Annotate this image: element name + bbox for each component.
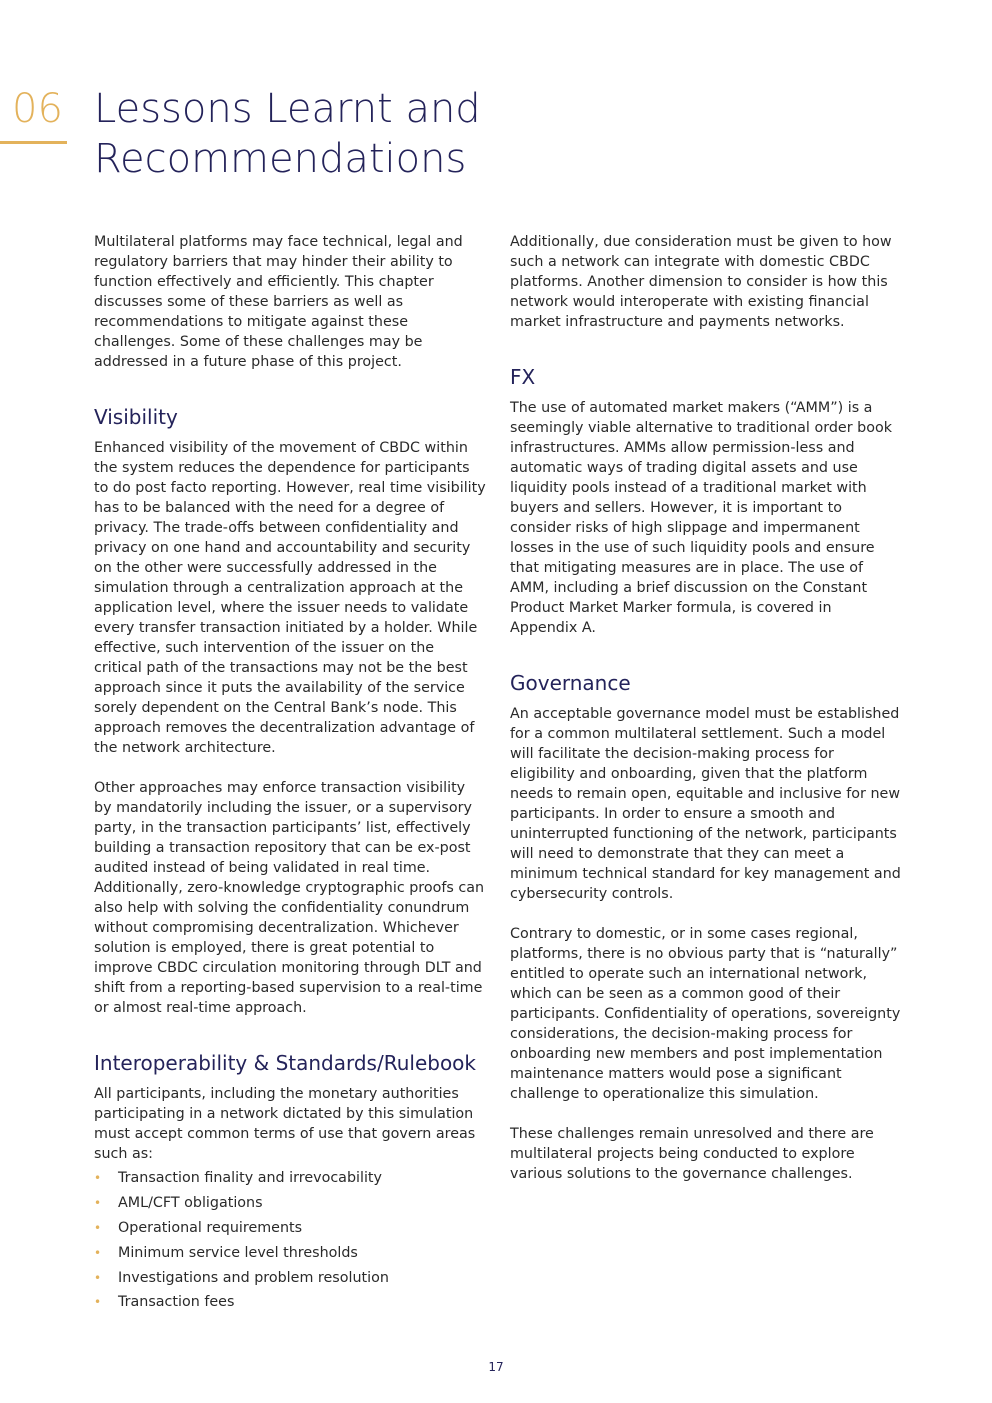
bullet-text: AML/CFT obligations [118,1194,263,1211]
bullet-item [94,1292,486,1312]
bullet-item [94,1193,486,1213]
bullet-text: Transaction fees [118,1294,235,1311]
chapter-title [94,84,694,184]
visibility-section [94,404,486,1018]
bullet-item [94,1243,486,1263]
interoperability-section [94,1050,486,1312]
page-number: 17 [488,1360,504,1374]
bullet-text: Investigations and problem resolution [118,1269,389,1286]
terms-bullet-list [94,1168,486,1312]
fx-heading: FX [510,365,536,389]
intro-paragraph: Multilateral platforms may face technical, legal and regulatory barriers that may hinder their ability to function effectively and efficiently. This chapter discusses some of these barriers as well as recommendations to mitigate against these challenges. Some of these challenges may be addressed in a future phase of this project. [94,234,463,370]
bullet-dot-icon: • [94,1295,102,1310]
bullet-dot-icon: • [94,1171,102,1185]
chapter-accent-rule [0,141,67,144]
bullet-text: Transaction finality and irrevocability [118,1170,383,1186]
fx-section [510,364,902,638]
interoperability-heading: Interoperability & Standards/Rulebook [94,1051,477,1075]
bullet-item [94,1268,486,1288]
bullet-dot-icon: • [94,1270,102,1285]
governance-paragraph-1: An acceptable governance model must be established for a common multilateral settlement. Such a model will facilitate the decision-making process for eligibility and onboarding, given that the platform needs to remain open, equitable and inclusive for new participants. In order to ensure a smooth and uninterrupted functioning of the network, participants will need to demonstrate that they can meet a minimum technical standard for key management and cybersecurity controls. [510,706,901,902]
governance-paragraph-2: Contrary to domestic, or in some cases regional, platforms, there is no obvious party that is “naturally” entitled to operate such an international network, which can be seen as a common good of their participants. Confidentiality of operations, sovereignty considerations, the decision-making process for onboarding new members and post implementation maintenance matters would pose a significant challenge to operationalize this simulation. [510,926,901,1102]
governance-section [510,670,902,1184]
bullet-item [94,1218,486,1238]
bullet-dot-icon: • [94,1220,102,1235]
chapter-number: 06 [12,86,63,132]
visibility-heading: Visibility [94,405,178,429]
governance-heading: Governance [510,671,631,695]
bullet-dot-icon: • [94,1245,102,1260]
right-column [510,232,902,1184]
governance-paragraph-3: These challenges remain unresolved and there are multilateral projects being conducted to explore various solutions to the governance challenges. [510,1126,874,1182]
fx-paragraph: The use of automated market makers (“AMM”) is a seemingly viable alternative to traditional order book infrastructures. AMMs allow permission-less and automatic ways of trading digital assets and use liquidity pools instead of a traditional market with buyers and sellers. However, it is important to consider risks of high slippage and impermanent losses in the use of such liquidity pools and ensure that mitigating measures are in place. The use of AMM, including a brief discussion on the Constant Product Market Marker formula, is covered in Appendix A. [510,400,892,636]
chapter-title-line1: Lessons Learnt and [94,86,481,132]
left-column [94,232,486,1317]
interoperability-paragraph: All participants, including the monetary authorities participating in a network dictated by this simulation must accept common terms of use that govern areas such as: [94,1086,476,1162]
bullet-dot-icon: • [94,1195,102,1210]
chapter-title-line2: Recommendations [94,136,467,182]
integration-paragraph: Additionally, due consideration must be given to how such a network can integrate with domestic CBDC platforms. Another dimension to consider is how this network would interoperate with existing financial market infrastructure and payments networks. [510,234,892,330]
bullet-text: Operational requirements [118,1219,303,1236]
bullet-item [94,1168,486,1188]
bullet-text: Minimum service level thresholds [118,1244,358,1261]
visibility-paragraph-2: Other approaches may enforce transaction visibility by mandatorily including the issuer, or a supervisory party, in the transaction participants’ list, effectively building a transaction repository that can be ex-post audited instead of being validated in real time. Additionally, zero-knowledge cryptographic proofs can also help with solving the confidentiality conundrum without compromising decentralization. Whichever solution is employed, there is great potential to improve CBDC circulation monitoring through DLT and shift from a reporting-based supervision to a real-time or almost real-time approach. [94,780,485,1016]
visibility-paragraph-1: Enhanced visibility of the movement of CBDC within the system reduces the dependence for participants to do post facto reporting. However, real time visibility has to be balanced with the need for a degree of privacy. The trade-offs between confidentiality and privacy on one hand and accountability and security on the other were successfully addressed in the simulation through a centralization approach at the application level, where the issuer needs to validate every transfer transaction initiated by a holder. While effective, such intervention of the issuer on the critical path of the transactions may not be the best approach since it puts the availability of the service sorely dependent on the Central Bank’s node. This approach removes the decentralization advantage of the network architecture. [94,440,486,756]
